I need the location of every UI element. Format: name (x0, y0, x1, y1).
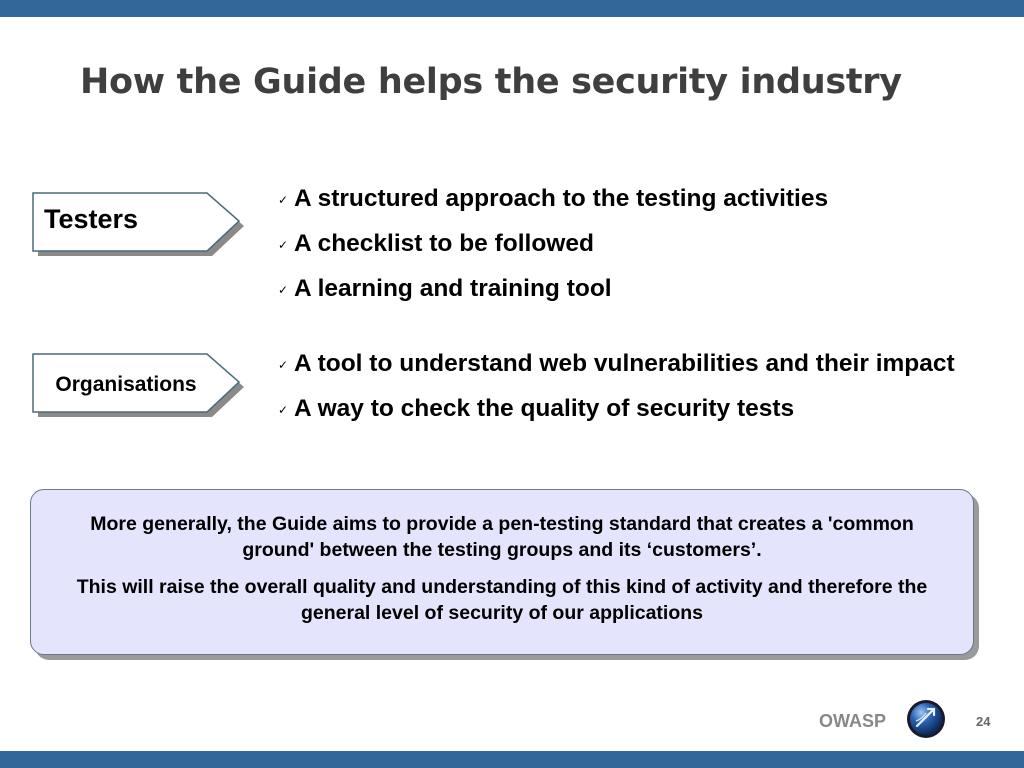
organisations-bullet-list (278, 348, 968, 438)
list-item (278, 348, 968, 380)
summary-paragraph: More generally, the Guide aims to provide a pen-testing standard that creates a 'common ground' between the testing groups and its ‘customers’. (90, 513, 914, 561)
list-item (278, 228, 968, 260)
check-icon: ✓ (278, 403, 289, 417)
slide-title: How the Guide helps the security industry (80, 62, 902, 102)
check-icon: ✓ (278, 283, 289, 297)
bullet-text: A learning and training tool (294, 275, 612, 302)
organisations-tag-label: Organisations (55, 373, 197, 396)
bullet-text: A structured approach to the testing activities (294, 185, 829, 212)
testers-bullet-list (278, 183, 968, 318)
list-item (278, 273, 968, 305)
bullet-text: A way to check the quality of security tests (294, 395, 795, 422)
check-icon: ✓ (278, 358, 289, 372)
summary-box (30, 489, 974, 655)
check-icon: ✓ (278, 193, 289, 207)
testers-tag (32, 192, 244, 258)
bullet-text: A tool to understand web vulnerabilities and their impact (294, 350, 955, 377)
top-accent-bar (0, 0, 1024, 17)
owasp-globe-icon (906, 699, 946, 739)
bottom-accent-bar (0, 751, 1024, 768)
organisations-tag (32, 353, 244, 419)
summary-paragraph: This will raise the overall quality and understanding of this kind of activity and therefore the general level of security of our applications (76, 576, 928, 624)
bullet-text: A checklist to be followed (294, 230, 594, 257)
list-item (278, 183, 968, 215)
check-icon: ✓ (278, 238, 289, 252)
list-item (278, 393, 968, 425)
page-number: 24 (976, 714, 991, 729)
footer-brand: OWASP (819, 711, 887, 731)
testers-tag-label: Testers (44, 204, 139, 234)
